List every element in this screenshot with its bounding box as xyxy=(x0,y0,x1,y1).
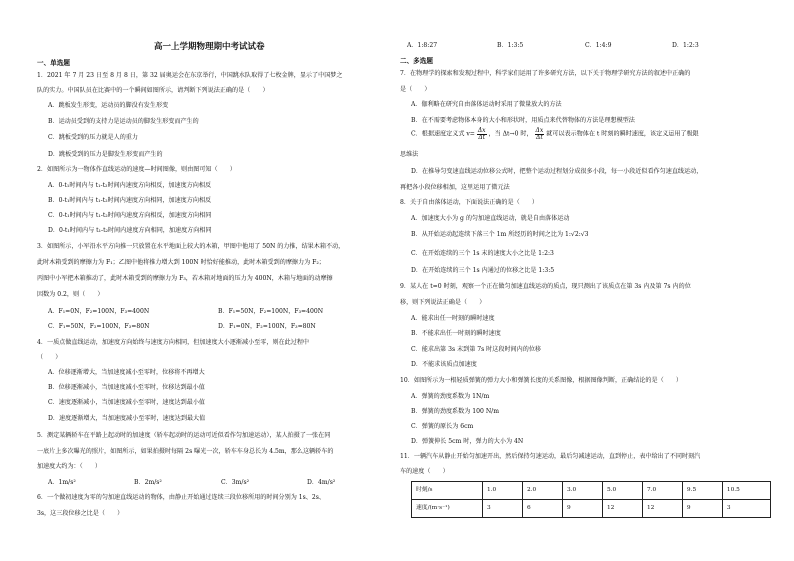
q3-line1: 3．如图所示，小军沿水平方向推一只放置在水平地面上较大的木箱，甲图中他用了 50N 的力推，结果木箱不动， xyxy=(37,243,345,250)
q9-option-a: A．能求出任一时刻的瞬时速度 xyxy=(411,315,495,322)
q1-option-c: C．跳板受到的压力就是人的重力 xyxy=(48,134,138,141)
q8-option-d: D．在开始连续的三个 1s 内通过的位移之比是 1:3:5 xyxy=(411,267,555,274)
q10-option-d: D．弹簧伸长 5cm 时，弹力的大小为 4N xyxy=(411,438,524,445)
q9-line2: 移，则下列说法正确是（ ） xyxy=(400,299,486,306)
q7-option-d-line1: D．在推导匀变速直线运动位移公式时，把整个运动过程划分成很多小段，每一小段近似看作匀速直线运动， xyxy=(411,168,703,175)
q3-option-a: A．F₁=0N，F₂=100N，F₃=400N xyxy=(48,308,150,315)
q10-line1: 10．如图所示为一根轻质弹簧的弹力大小和弹簧长度的关系图像，根据图像判断，正确结论的是（ ） xyxy=(400,377,682,384)
table-cell: 7.0 xyxy=(642,482,682,500)
q1-line1: 1．2021 年 7 月 23 日至 8 月 8 日，第 32 届奥运会在东京举行，中国跳水队取得了七枚金牌，显示了中国梦之 xyxy=(37,72,343,79)
q6-option-d: D．1:2:3 xyxy=(672,42,699,49)
q9-option-d: D．不能求该质点加速度 xyxy=(411,361,477,368)
q7-c-mid1: ，当 Δt→0 时， xyxy=(488,130,533,138)
page-title: 高一上学期物理期中考试试卷 xyxy=(154,42,265,52)
q9-option-c: C．能求出第 3s 末到第 7s 时这段时间内的位移 xyxy=(411,346,542,353)
section-multiple-choice: 二、多选题 xyxy=(400,57,433,65)
table-cell: 12 xyxy=(602,500,642,518)
q4-line1: 4．一质点做直线运动，加速度方向始终与速度方向相同，但加速度大小逐渐减小至零，则在此过程中 xyxy=(37,339,310,346)
q9-line1: 9．某人在 t=0 时刻，观察一个正在做匀加速直线运动的质点，现只测出了该质点在第 3s 内及第 7s 内的位 xyxy=(400,283,691,290)
table-cell: 6 xyxy=(522,500,562,518)
q4-option-a: A．位移逐渐增大，当加速度减小至零时，位移将不再增大 xyxy=(48,369,205,376)
q4-option-c: C．速度逐渐减小，当加速度减小至零时，速度达到最小值 xyxy=(48,399,206,406)
q6-line2: 3s，这三段位移之比是（ ） xyxy=(37,510,124,517)
q3-option-d: D．F₁=0N，F₂=100N，F₃=80N xyxy=(218,323,316,330)
q10-option-c: C．弹簧的原长为 6cm xyxy=(411,423,474,430)
table-cell: 2.0 xyxy=(522,482,562,500)
section-single-choice: 一、单选题 xyxy=(37,59,70,67)
q5-option-d: D．4m/s² xyxy=(307,479,336,486)
q7-line2: 是（ ） xyxy=(400,86,431,93)
q6-option-c: C．1:4:9 xyxy=(585,42,612,49)
q4-option-d: D．速度逐渐增大，当加速度减小至零时，速度达到最大值 xyxy=(48,415,206,422)
q7-option-d-line2: 再把各小段位移相加，这里运用了微元法 xyxy=(400,184,510,191)
table-cell-time-label: 时刻/s xyxy=(412,482,483,500)
table-cell: 9 xyxy=(682,500,722,518)
table-cell: 9 xyxy=(562,500,602,518)
q6-line1: 6．一个做初速度为零的匀加速直线运动的物体，由静止开始通过连续三段位移所用的时间分别为 1s、2s、 xyxy=(37,494,325,501)
q10-option-b: B．弹簧的劲度系数为 100 N/m xyxy=(411,408,499,415)
q1-option-d: D．跳板受到的压力是脚发生形变而产生的 xyxy=(48,151,163,158)
q5-line3: 加速度大约为：（ ） xyxy=(37,463,101,470)
q10-option-a: A．弹簧的劲度系数为 1N/m xyxy=(411,393,490,400)
q11-line1: 11．一辆汽车从静止开始匀加速开出，然后保持匀速运动，最后匀减速运动，直到停止，表中给出了不同时刻汽 xyxy=(400,453,701,460)
q1-line2: 队的实力。中国队员在比赛中的一个瞬间如图所示，请判断下列说法正确的是（ ） xyxy=(37,87,269,94)
q8-option-b: B．从开始运动起连续下落三个 1m 所经历的时间之比为 1:√2:√3 xyxy=(411,231,589,238)
table-cell: 12 xyxy=(642,500,682,518)
velocity-fraction: $\frac{\Delta x}{\Delta t}$ xyxy=(477,127,486,141)
q3-option-c: C．F₁=50N，F₂=100N，F₃=80N xyxy=(48,323,150,330)
q2-option-d: D．0-t₁时间内与 t₁-t₂时间内速度方向相同，加速度方向相同 xyxy=(48,227,212,234)
q1-option-a: A．跳板发生形变，运动员的脚没有发生形变 xyxy=(48,102,169,109)
q2-option-a: A．0-t₁时间内与 t₁-t₂时间内速度方向相反，加速度方向相反 xyxy=(48,182,212,189)
q7-line1: 7．在物理学的探索和发现过程中，科学家们运用了许多研究方法，以下关于物理学研究方法的叙述中正确的 xyxy=(400,70,691,77)
q7-option-a: A．伽利略在研究自由落体运动时采用了微量放大的方法 xyxy=(411,101,562,108)
q6-option-a: A．1:8:27 xyxy=(407,42,438,49)
q4-line2: （ ） xyxy=(37,354,62,361)
q5-line2: 一底片上多次曝光的照片，如图所示，如果拍摄时每隔 2s 曝光一次，轿车车身总长为 4.5m，那么这辆轿车的 xyxy=(37,448,334,455)
velocity-fraction-2: $\frac{\Delta x}{\Delta t}$ xyxy=(535,127,544,141)
q7-c-continued: 思维法 xyxy=(400,151,419,158)
table-cell: 1.0 xyxy=(483,482,523,500)
q7-option-c xyxy=(411,128,699,141)
q5-line1: 5．测定某辆轿车在平路上起动时的加速度（轿车起动时的运动可近似看作匀加速运动），某人拍摄了一张在同 xyxy=(37,432,331,439)
q5-option-c: C．3m/s² xyxy=(221,479,250,486)
q4-option-b: B．位移逐渐减小，当加速度减小至零时，位移达到最小值 xyxy=(48,384,205,391)
q8-option-c: C．在开始连续的三个 1s 末的速度大小之比是 1:2:3 xyxy=(411,250,554,257)
table-cell: 3 xyxy=(722,500,770,518)
speed-time-table xyxy=(411,481,771,518)
q7-c-mid2: 就可以表示物体在 t 时刻的瞬时速度，该定义运用了极限 xyxy=(546,130,699,138)
q7-c-prefix: C．根据速度定义式 v= xyxy=(411,130,475,138)
table-cell-speed-label: 速度/(m·s⁻¹) xyxy=(412,500,483,518)
table-row-times xyxy=(412,482,771,500)
table-cell: 10.5 xyxy=(722,482,770,500)
q2-option-b: B．0-t₁时间内与 t₁-t₂时间内速度方向相同，加速度方向相反 xyxy=(48,197,212,204)
q6-option-b: B．1:3:5 xyxy=(497,42,524,49)
q11-line2: 车的速度（ ） xyxy=(400,468,449,475)
q2-line1: 2．如图所示为一物体作直线运动的速度—时间图像，则由图可知（ ） xyxy=(37,166,236,173)
q9-option-b: B．不能求出任一时刻的瞬时速度 xyxy=(411,330,501,337)
q3-line4: 因数为 0.2，则（ ） xyxy=(37,291,104,298)
table-cell: 5.0 xyxy=(602,482,642,500)
table-cell: 3.0 xyxy=(562,482,602,500)
q3-line3: 丙图中小军把木箱推动了，此时木箱受到的摩擦力为 F₃，若木箱对地面的压力为 400N，木箱与地面的动摩擦 xyxy=(37,275,333,282)
q3-line2: 此时木箱受到的摩擦力为 F₁；乙图中他将推力增大到 100N 时恰好能推动，此时木箱受到的摩擦力为 F₂； xyxy=(37,259,325,266)
q8-line1: 8．关于自由落体运动，下面说法正确的是（ ） xyxy=(400,199,538,206)
q7-option-b: B．在不需要考虑物体本身的大小和形状时，用质点来代替物体的方法是理想模型法 xyxy=(411,117,635,124)
q5-option-a: A．1m/s² xyxy=(48,479,76,486)
table-row-speeds xyxy=(412,500,771,518)
q1-option-b: B．运动员受到的支持力是运动员的脚发生形变而产生的 xyxy=(48,118,199,125)
table-cell: 9.5 xyxy=(682,482,722,500)
table-cell: 3 xyxy=(483,500,523,518)
q8-option-a: A．加速度大小为 g 的匀加速直线运动，就是自由落体运动 xyxy=(411,215,570,222)
q3-option-b: B．F₁=50N，F₂=100N，F₃=400N xyxy=(218,308,324,315)
q2-option-c: C．0-t₁时间内与 t₁-t₂时间内速度方向相反，加速度方向相同 xyxy=(48,212,212,219)
q5-option-b: B．2m/s² xyxy=(134,479,162,486)
